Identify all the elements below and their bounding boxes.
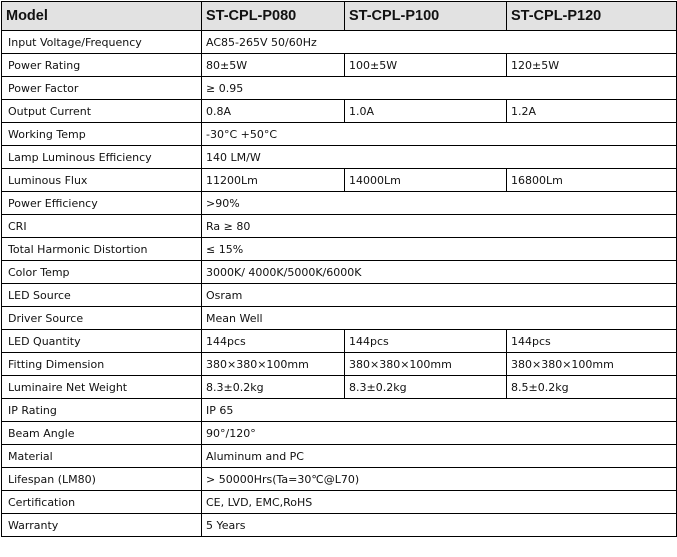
table-row xyxy=(2,100,677,123)
spec-value: >90% xyxy=(202,192,677,215)
table-row xyxy=(2,376,677,399)
spec-label: Certification xyxy=(2,491,202,514)
spec-value: 144pcs xyxy=(507,330,677,353)
spec-value: 16800Lm xyxy=(507,169,677,192)
spec-label: Material xyxy=(2,445,202,468)
spec-label: Output Current xyxy=(2,100,202,123)
table-row xyxy=(2,491,677,514)
table-row xyxy=(2,353,677,376)
spec-value: 8.5±0.2kg xyxy=(507,376,677,399)
table-row xyxy=(2,31,677,54)
spec-label: LED Source xyxy=(2,284,202,307)
table-row xyxy=(2,307,677,330)
spec-label: Color Temp xyxy=(2,261,202,284)
table-row xyxy=(2,514,677,537)
spec-label: Luminaire Net Weight xyxy=(2,376,202,399)
spec-value: 0.8A xyxy=(202,100,345,123)
spec-value: Ra ≥ 80 xyxy=(202,215,677,238)
spec-label: CRI xyxy=(2,215,202,238)
spec-value: IP 65 xyxy=(202,399,677,422)
spec-label: Beam Angle xyxy=(2,422,202,445)
spec-label: Fitting Dimension xyxy=(2,353,202,376)
header-row xyxy=(2,2,677,31)
spec-label: Power Factor xyxy=(2,77,202,100)
table-row xyxy=(2,238,677,261)
spec-label: Warranty xyxy=(2,514,202,537)
spec-value: 11200Lm xyxy=(202,169,345,192)
table-row xyxy=(2,261,677,284)
table-row xyxy=(2,169,677,192)
spec-value: AC85-265V 50/60Hz xyxy=(202,31,677,54)
spec-label: Driver Source xyxy=(2,307,202,330)
spec-label: Lifespan (LM80) xyxy=(2,468,202,491)
spec-value: 8.3±0.2kg xyxy=(345,376,507,399)
table-row xyxy=(2,54,677,77)
spec-label: IP Rating xyxy=(2,399,202,422)
spec-label: Power Efficiency xyxy=(2,192,202,215)
spec-table xyxy=(1,1,677,537)
spec-value: 380×380×100mm xyxy=(345,353,507,376)
spec-label: Input Voltage/Frequency xyxy=(2,31,202,54)
spec-value: CE, LVD, EMC,RoHS xyxy=(202,491,677,514)
table-row xyxy=(2,284,677,307)
spec-label: Total Harmonic Distortion xyxy=(2,238,202,261)
header-p120: ST-CPL-P120 xyxy=(507,2,677,31)
spec-value: > 50000Hrs(Ta=30℃@L70) xyxy=(202,468,677,491)
spec-value: 140 LM/W xyxy=(202,146,677,169)
spec-value: 1.2A xyxy=(507,100,677,123)
header-p100: ST-CPL-P100 xyxy=(345,2,507,31)
spec-label: Working Temp xyxy=(2,123,202,146)
spec-value: Osram xyxy=(202,284,677,307)
spec-value: -30°C +50°C xyxy=(202,123,677,146)
spec-label: Luminous Flux xyxy=(2,169,202,192)
spec-value: ≤ 15% xyxy=(202,238,677,261)
spec-value: 80±5W xyxy=(202,54,345,77)
spec-value: 120±5W xyxy=(507,54,677,77)
spec-value: 8.3±0.2kg xyxy=(202,376,345,399)
spec-value: 1.0A xyxy=(345,100,507,123)
header-p080: ST-CPL-P080 xyxy=(202,2,345,31)
table-row xyxy=(2,123,677,146)
spec-value: 14000Lm xyxy=(345,169,507,192)
spec-value: 90°/120° xyxy=(202,422,677,445)
table-row xyxy=(2,422,677,445)
spec-value: ≥ 0.95 xyxy=(202,77,677,100)
spec-value: 380×380×100mm xyxy=(507,353,677,376)
spec-value: Mean Well xyxy=(202,307,677,330)
table-row xyxy=(2,330,677,353)
spec-value: 144pcs xyxy=(202,330,345,353)
table-row xyxy=(2,77,677,100)
table-row xyxy=(2,192,677,215)
table-row xyxy=(2,215,677,238)
spec-value: 5 Years xyxy=(202,514,677,537)
spec-value: 3000K/ 4000K/5000K/6000K xyxy=(202,261,677,284)
spec-label: LED Quantity xyxy=(2,330,202,353)
spec-label: Power Rating xyxy=(2,54,202,77)
spec-value: 100±5W xyxy=(345,54,507,77)
spec-value: Aluminum and PC xyxy=(202,445,677,468)
spec-value: 144pcs xyxy=(345,330,507,353)
table-row xyxy=(2,445,677,468)
spec-label: Lamp Luminous Efficiency xyxy=(2,146,202,169)
header-model: Model xyxy=(2,2,202,31)
table-row xyxy=(2,146,677,169)
spec-value: 380×380×100mm xyxy=(202,353,345,376)
table-row xyxy=(2,399,677,422)
table-row xyxy=(2,468,677,491)
